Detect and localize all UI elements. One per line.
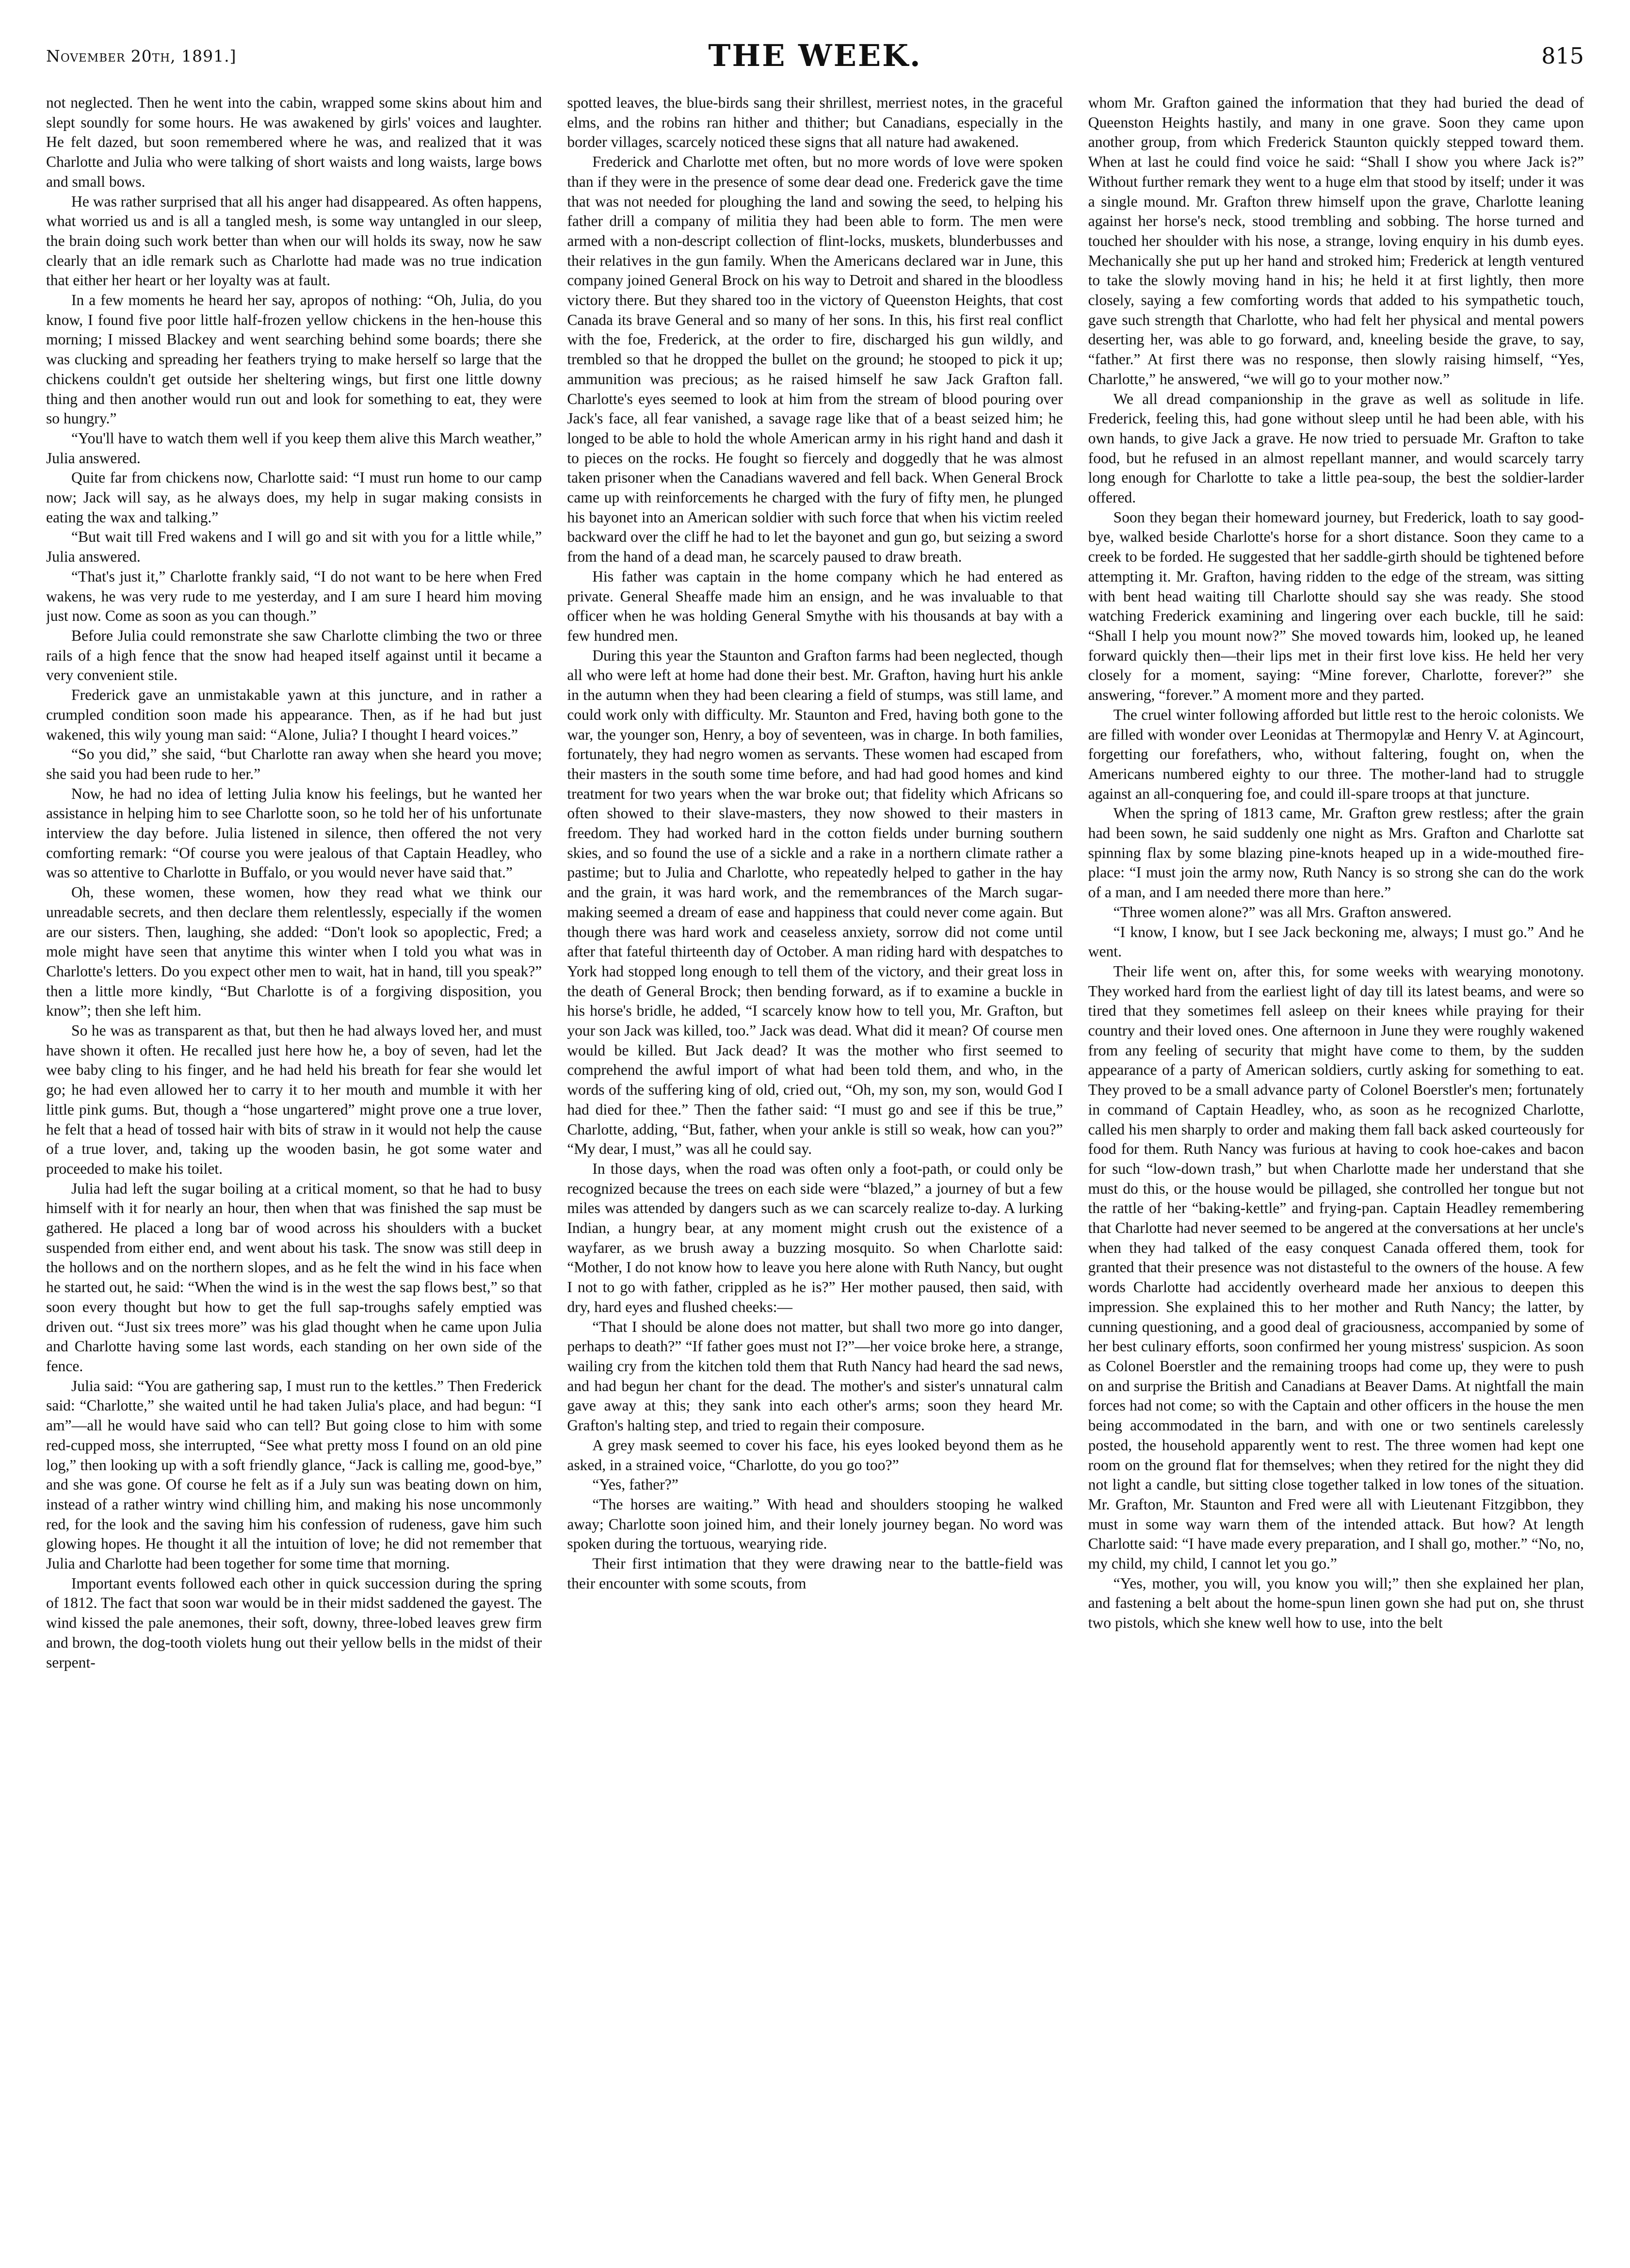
- paragraph: Their life went on, after this, for some weeks with wearying monotony. They worked hard from the earliest light of day till its latest beams, and were so tired that they sometimes fell asleep on their knees while praying for their country and their loved ones. One afternoon in June they were roughly wakened from any feeling of security that might have come to them, by the sudden appearance of a party of American soldiers, curtly asking for something to eat. They proved to be a small advance party of Colonel Boerstler's men; fortunately in command of Captain Headley, who, as soon as he recognized Charlotte, called his men sharply to order and making them fall back asked courteously for food for them. Ruth Nancy was furious at having to cook hoe-cakes and bacon for such “low-down trash,” but when Charlotte made her understand that she must do this, or the house would be pillaged, she controlled her tongue but not the rattle of her “baking-kettle” and frying-pan. Captain Headley remembering that Charlotte had never seemed to be angered at the conversations at her uncle's when they had talked of the easy conquest Canada offered them, took for granted that their presence was not distasteful to the owners of the house. A few words Charlotte had accidently overheard made her anxious to deepen this impression. She explained this to her mother and Ruth Nancy; the latter, by cunning questioning, and a good deal of graciousness, accompanied by some of her best culinary efforts, soon confirmed her young mistress' suspicion. As soon as Colonel Boerstler and the remaining troops had come up, they were to push on and surprise the British and Canadians at Beaver Dams. At nightfall the main forces had not come; so with the Captain and other officers in the house the men being accommodated in the barn, and with one or two sentinels carelessly posted, the household apparently went to rest. The three women had kept one room on the ground flat for themselves; when they retired for the night they did not light a candle, but sitting close together talked in low tones of the situation. Mr. Grafton, Mr. Staunton and Fred were all with Lieutenant Fitzgibbon, they must in some way warn them of the intended attack. But how? At length Charlotte said: “I have made every preparation, and I shall go, mother.” “No, no, my child, my child, I cannot let you go.”: [1088, 962, 1584, 1572]
- paragraph: whom Mr. Grafton gained the information that they had buried the dead of Queenston Heights hastily, and many in one grave. Soon they came upon another group, from which Frederick Staunton quickly stepped toward them. When at last he could find voice he said: “Shall I show you where Jack is?” Without further remark they went to a huge elm that stood by itself; under it was a single mound. Mr. Grafton threw himself upon the grave, Charlotte leaning against her horse's neck, stood trembling and sobbing. The horse turned and touched her shoulder with his nose, a strange, loving enquiry in his dumb eyes. Mechanically she put up her hand and stroked him; Frederick at length ventured to take the slowly moving hand in his; he held it at first lightly, then more closely, saying a few comforting words that added to his sympathetic touch, gave such strength that Charlotte, who had felt her physical and mental powers deserting her, was able to go forward, and, kneeling beside the grave, to say, “father.” At first there was no response, then slowly raising himself, “Yes, Charlotte,” he answered, “we will go to your mother now.”: [1088, 94, 1584, 388]
- paragraph: “So you did,” she said, “but Charlotte ran away when she heard you move; she said you had been rude to her.”: [46, 745, 542, 782]
- paragraph: “Three women alone?” was all Mrs. Grafton answered.: [1113, 903, 1452, 921]
- paragraph: In a few moments he heard her say, apropos of nothing: “Oh, Julia, do you know, I found five poor little half-frozen yellow chickens in the hen-house this morning; I missed Blackey and went searching behind some boards; there she was clucking and spreading her feathers trying to make herself so large that the chickens couldn't get outside her sheltering wings, but first one little downy thing and then another would run out and look for something to eat, they were so hungry.”: [46, 292, 542, 427]
- paragraph: “But wait till Fred wakens and I will go and sit with you for a little while,” Julia answered.: [46, 528, 542, 566]
- paragraph: “Yes, father?”: [592, 1476, 678, 1493]
- paragraph: “You'll have to watch them well if you keep them alive this March weather,” Julia answered.: [46, 429, 542, 467]
- paragraph: Now, he had no idea of letting Julia know his feelings, but he wanted her assistance in helping him to see Charlotte soon, so he told her of his unfortunate interview the day before. Julia listened in silence, then offered the not very comforting remark: “Of course you were jealous of that Captain Headley, who was so attentive to Charlotte in Buffalo, or you would never have said that.”: [46, 785, 542, 881]
- paragraph: not neglected. Then he went into the cabin, wrapped some skins about him and slept soundly for some hours. He was awakened by girls' voices and laughter. He felt dazed, but soon remembered where he was, and realized that it was Charlotte and Julia who were talking of short waists and long waists, large bows and small bows.: [46, 94, 542, 190]
- article-columns: [46, 93, 1584, 2256]
- masthead-title: THE WEEK.: [708, 38, 922, 73]
- paragraph: The cruel winter following afforded but little rest to the heroic colonists. We are filled with wonder over Leonidas at Thermopylæ and Henry V. at Agincourt, forgetting our forefathers, who, without faltering, fought on, when the Americans numbered eighty to our three. The mother-land had to struggle against an all-conquering foe, and could ill-spare troops at that juncture.: [1088, 706, 1584, 802]
- paragraph: Before Julia could remonstrate she saw Charlotte climbing the two or three rails of a high fence that the snow had heaped itself against until it became a very convenient stile.: [46, 627, 542, 684]
- paragraph: His father was captain in the home company which he had entered as private. General Sheaffe made him an ensign, and he was invaluable to that officer when he was holding General Smythe with his thousands at bay with a few hundred men.: [567, 567, 1063, 644]
- paragraph: A grey mask seemed to cover his face, his eyes looked beyond them as he asked, in a strained voice, “Charlotte, do you go too?”: [567, 1436, 1063, 1474]
- paragraph: Julia had left the sugar boiling at a critical moment, so that he had to busy himself with it for nearly an hour, then when that was finished the sap must be gathered. He placed a long bar of wood across his shoulders with a bucket suspended from either end, and went about his task. The snow was still deep in the hollows and on the northern slopes, and as he felt the wind in his face when he started out, he said: “When the wind is in the west the sap flows best,” so that soon every thought but how to get the full sap-troughs safely emptied was driven out. “Just six trees more” was his glad thought when he came upon Julia and Charlotte having some last words, each standing on her own side of the fence.: [46, 1180, 542, 1375]
- paragraph: During this year the Staunton and Grafton farms had been neglected, though all who were left at home had done their best. Mr. Grafton, having hurt his ankle in the autumn when they had been clearing a field of stumps, was still lame, and could work only with difficulty. Mr. Staunton and Fred, having both gone to the war, the younger son, Henry, a boy of seventeen, was in charge. In both families, fortunately, they had negro women as servants. These women had escaped from their masters in the south some time before, and had had good homes and kind treatment for two years when the war broke out; that fidelity which Africans so often showed to their slave-masters, they now showed to their masters in freedom. They had worked hard in the cotton fields under burning southern skies, and so found the use of a sickle and a rake in a northern climate rather a pastime; but to Julia and Charlotte, who repeatedly helped to gather in the hay and the grain, it was hard work, and the remembrances of the March sugar-making seemed a dream of ease and happiness that could never come again. But though there was hard work and ceaseless anxiety, sorrow did not come until after that fateful thirteenth day of October. A man riding hard with despatches to York had stopped long enough to tell them of the victory, and their great loss in the death of General Brock; then bending forward, as if to examine a buckle in his horse's bridle, he added, “I scarcely know how to tell you, Mr. Grafton, but your son Jack was killed, too.” Jack was dead. What did it mean? Of course men would be killed. But Jack dead? It was the mother who first seemed to comprehend the awful import of what had been told them, and who, in the words of the suffering king of old, cried out, “Oh, my son, my son, would God I had died for thee.” Then the father said: “I must go and see if this be true,” Charlotte, adding, “But, father, when your ankle is still so weak, how can you?” “My dear, I must,” was all he could say.: [567, 647, 1063, 1158]
- page-number: 815: [1541, 43, 1584, 69]
- paragraph: “The horses are waiting.” With head and shoulders stooping he walked away; Charlotte soon joined him, and their lonely journey began. No word was spoken during the tortuous, wearying ride.: [567, 1495, 1063, 1553]
- issue-date: November 20th, 1891.]: [46, 47, 237, 65]
- paragraph: Soon they began their homeward journey, but Frederick, loath to say good-bye, walked beside Charlotte's horse for a short distance. Soon they came to a creek to be forded. He suggested that her saddle-girth should be tightened before attempting it. Mr. Grafton, having ridden to the edge of the stream, was sitting with bent head waiting till Charlotte should say she was ready. She stood watching Frederick examining and lingering over each buckle, till he said: “Shall I help you mount now?” She moved towards him, looked up, he leaned forward quickly then—their lips met in their first love kiss. He held her very closely for a moment, saying: “Mine forever, Charlotte, forever?” she answering, “forever.” A moment more and they parted.: [1088, 508, 1584, 704]
- paragraph: “I know, I know, but I see Jack beckoning me, always; I must go.” And he went.: [1088, 923, 1584, 960]
- column-2: [567, 93, 1063, 2256]
- paragraph: Quite far from chickens now, Charlotte said: “I must run home to our camp now; Jack will say, as he always does, my help in sugar making consists in eating the wax and talking.”: [46, 469, 542, 526]
- paragraph: In those days, when the road was often only a foot-path, or could only be recognized because the trees on each side were “blazed,” a journey of but a few miles was attended by dangers such as we can scarcely realize to-day. A lurking Indian, a hungry bear, at any moment might crush out the existence of a wayfarer, as we brush away a buzzing mosquito. So when Charlotte said: “Mother, I do not know how to leave you here alone with Ruth Nancy, but ought I not to go with father, crippled as he is?” Her mother paused, then said, with dry, hard eyes and flushed cheeks:—: [567, 1160, 1063, 1315]
- paragraph: “That's just it,” Charlotte frankly said, “I do not want to be here when Fred wakens, he was very rude to me yesterday, and I am sure I heard him moving just now. Come as soon as you can though.”: [46, 567, 542, 625]
- column-1: [46, 93, 542, 2256]
- paragraph: Important events followed each other in quick succession during the spring of 1812. The fact that soon war would be in their midst saddened the gayest. The wind kissed the pale anemones, their soft, downy, three-lobed leaves grew firm and brown, the dog-tooth violets hung out their yellow bells in the midst of their serpent-: [46, 1574, 542, 1671]
- paragraph: Frederick and Charlotte met often, but no more words of love were spoken than if they were in the presence of some dear dead one. Frederick gave the time that was not needed for ploughing the land and sowing the seed, to helping his father drill a company of militia they had been able to form. The men were armed with a non-descript collection of flint-locks, muskets, blunderbusses and their relatives in the gun family. When the Americans declared war in June, this company joined General Brock on his way to Detroit and shared in the bloodless victory there. But they shared too in the victory of Queenston Heights, that cost Canada its brave General and so many of her sons. In this, his first real conflict with the foe, Frederick, at the order to fire, discharged his gun wildly, and trembled so that he dropped the bullet on the ground; he stooped to pick it up; ammunition was precious; as he raised himself he saw Jack Grafton fall. Charlotte's eyes seemed to look at him from the stream of blood pouring over Jack's face, all fear vanished, a savage rage like that of a beast seized him; he longed to be able to hold the whole American army in his right hand and dash it to pieces on the rocks. He fought so fiercely and doggedly that he was almost taken prisoner when the Canadians wavered and fell back. When General Brock came up with reinforcements he charged with the fury of fifty men, he plunged his bayonet into an American soldier with such force that when his victim reeled backward over the cliff he had to let the bayonet and gun go, but seizing a sword from the hand of a dead man, he scarcely paused to draw breath.: [567, 153, 1063, 566]
- paragraph: “That I should be alone does not matter, but shall two more go into danger, perhaps to death?” “If father goes must not I?”—her voice broke here, a strange, wailing cry from the kitchen told them that Ruth Nancy had heard the sad news, and had begun her chant for the dead. The mother's and sister's unnatural calm gave away at this; they sank into each other's arms; soon they heard Mr. Grafton's halting step, and tried to regain their composure.: [567, 1318, 1063, 1434]
- page-header: [46, 38, 1584, 77]
- paragraph: He was rather surprised that all his anger had disappeared. As often happens, what worried us and is all a tangled mesh, is some way untangled in our sleep, the brain doing such work better than when our will holds its sway, now he saw clearly that an idle remark such as Charlotte had made was no true indication that either her heart or her loyalty was at fault.: [46, 193, 542, 289]
- paragraph: Julia said: “You are gathering sap, I must run to the kettles.” Then Frederick said: “Charlotte,” she waited until he had taken Julia's place, and had begun: “I am”—all he would have said who can tell? But going close to him with some red-cupped moss, she interrupted, “See what pretty moss I found on an old pine log,” then looking up with a soft friendly glance, “Jack is calling me, good-bye,” and she was gone. Of course he felt as if a July sun was beating down on him, instead of a rather wintry wind chilling him, and making his nose uncommonly red, for the look and the saving him his confession of rudeness, gave him such glowing hopes. He thought it all the intuition of love; he did not remember that Julia and Charlotte had been together for some time that morning.: [46, 1377, 542, 1572]
- paragraph: spotted leaves, the blue-birds sang their shrillest, merriest notes, in the graceful elms, and the robins ran hither and thither; but Canadians, especially in the border villages, scarcely noticed these signs that all nature had awakened.: [567, 94, 1063, 151]
- paragraph: We all dread companionship in the grave as well as solitude in life. Frederick, feeling this, had gone without sleep until he had been able, with his own hands, to give Jack a grave. He now tried to persuade Mr. Grafton to take food, but he refused in an almost repellant manner, and would scarcely tarry long enough for Charlotte to take a little pea-soup, the best the soldier-larder offered.: [1088, 390, 1584, 506]
- paragraph: Their first intimation that they were drawing near to the battle-field was their encounter with some scouts, from: [567, 1555, 1063, 1592]
- paragraph: “Yes, mother, you will, you know you will;” then she explained her plan, and fastening a belt about the home-spun linen gown she had put on, she thrust two pistols, which she knew well how to use, into the belt: [1088, 1574, 1584, 1632]
- paragraph: Frederick gave an unmistakable yawn at this juncture, and in rather a crumpled condition soon made his appearance. Then, as if he had but just wakened, this wily young man said: “Alone, Julia? I thought I heard voices.”: [46, 686, 542, 743]
- paragraph: So he was as transparent as that, but then he had always loved her, and must have shown it often. He recalled just here how he, a boy of seven, had let the wee baby cling to his finger, and he had held his breath for fear she would let go; he had even allowed her to carry it to her mouth and mumble it with her little pink gums. But, though a “hose ungartered” might prove one a true lover, he felt that a head of tossed hair with bits of straw in it would not help the cause of a true lover, and, taking up the wooden basin, he got some water and proceeded to make his toilet.: [46, 1022, 542, 1177]
- paragraph: Oh, these women, these women, how they read what we think our unreadable secrets, and then declare them relentlessly, especially if the women are our sisters. Then, laughing, she added: “Don't look so apoplectic, Fred; a mole might have seen that anytime this winter when I told you what was in Charlotte's letters. Do you expect other men to wait, hat in hand, till you speak?” then a little more kindly, “But Charlotte is of a forgiving disposition, you know”; then she left him.: [46, 884, 542, 1020]
- column-3: [1088, 93, 1584, 2256]
- paragraph: When the spring of 1813 came, Mr. Grafton grew restless; after the grain had been sown, he said suddenly one night as Mrs. Grafton and Charlotte sat spinning flax by some blazing pine-knots heaped up in a wide-mouthed fire-place: “I must join the army now, Ruth Nancy is so strong she can do the work of a man, and I am needed there more than here.”: [1088, 805, 1584, 901]
